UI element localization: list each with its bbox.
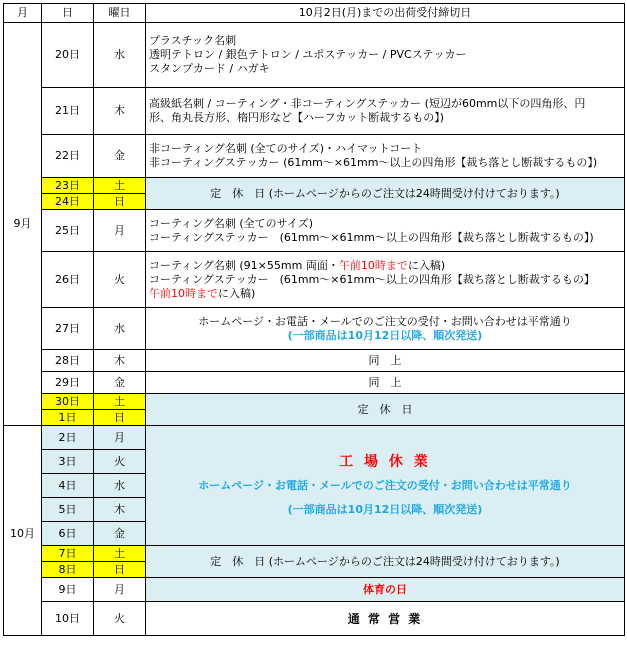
day-cell: 1日: [42, 410, 94, 426]
weekday-cell: 土: [94, 546, 146, 562]
weekday-cell: 火: [94, 450, 146, 474]
table-row: [4, 350, 625, 372]
header-month: 月: [4, 4, 42, 23]
description-cell: [146, 210, 625, 252]
description-line: [149, 259, 621, 273]
text-fragment: コーティング名刺 (91×55mm 両面・: [149, 258, 339, 272]
day-cell: 21日: [42, 88, 94, 135]
weekday-cell: 金: [94, 135, 146, 178]
description-line: 高級紙名刺 / コーティング・非コーティングステッカー (短辺が60mm以下の四角形、円: [149, 97, 586, 110]
day-cell: 8日: [42, 562, 94, 578]
factory-closure-title: 工 場 休 業: [339, 453, 431, 470]
day-cell: 24日: [42, 194, 94, 210]
description-cell: 同 上: [146, 350, 625, 372]
table-row: [4, 578, 625, 602]
description-cell: [146, 135, 625, 178]
weekday-cell: 木: [94, 498, 146, 522]
deadline-time: 午前10時まで: [338, 258, 408, 272]
description-line: ホームページ・お電話・メールでのご注文の受付・お問い合わせは平常通り: [198, 314, 572, 328]
table-row: [4, 88, 625, 135]
weekday-cell: 月: [94, 426, 146, 450]
month-september: 9月: [4, 23, 42, 426]
weekday-cell: 日: [94, 194, 146, 210]
day-cell: 10日: [42, 602, 94, 636]
description-line: 透明テトロン / 銀色テトロン / ユポステッカー / PVCステッカー: [149, 48, 467, 61]
weekday-cell: 月: [94, 578, 146, 602]
description-cell: [146, 88, 625, 135]
holiday-cell: 定 休 日 (ホームページからのご注文は24時間受け付けております。): [146, 546, 625, 578]
deadline-time: 午前10時まで: [149, 286, 218, 300]
weekday-cell: 金: [94, 372, 146, 394]
day-cell: 9日: [42, 578, 94, 602]
weekday-cell: 水: [94, 474, 146, 498]
table-row: [4, 178, 625, 194]
header-weekday: 曜日: [94, 4, 146, 23]
table-row: [4, 210, 625, 252]
weekday-cell: 木: [94, 88, 146, 135]
shipping-note: (一部商品は10月12日以降、順次発送): [287, 502, 483, 516]
day-cell: 3日: [42, 450, 94, 474]
shipping-deadline-table: [3, 3, 625, 636]
table-row: [4, 394, 625, 410]
header-day: 日: [42, 4, 94, 23]
day-cell: 29日: [42, 372, 94, 394]
weekday-cell: 土: [94, 394, 146, 410]
holiday-cell: 定 休 日: [146, 394, 625, 426]
weekday-cell: 水: [94, 308, 146, 350]
table-row: [4, 372, 625, 394]
weekday-cell: 火: [94, 252, 146, 308]
weekday-cell: 月: [94, 210, 146, 252]
day-cell: 22日: [42, 135, 94, 178]
day-cell: 7日: [42, 546, 94, 562]
description-line: 形、角丸長方形、楕円形など【ハーフカット断裁するもの】): [149, 111, 445, 124]
table-row: [4, 308, 625, 350]
text-fragment: に入稿): [218, 286, 256, 300]
description-line: 非コーティング名刺 (全てのサイズ)・ハイマットコート: [149, 142, 423, 155]
description-line: コーティング名刺 (全てのサイズ): [149, 216, 314, 230]
day-cell: 27日: [42, 308, 94, 350]
day-cell: 5日: [42, 498, 94, 522]
day-cell: 26日: [42, 252, 94, 308]
description-line: スタンプカード / ハガキ: [149, 62, 270, 75]
table-row: [4, 546, 625, 562]
description-line: コーティングステッカー (61mm〜×61mm〜以上の四角形【裁ち落とし断裁するもの】: [149, 272, 595, 286]
description-line: コーティングステッカー (61mm〜×61mm〜以上の四角形【裁ち落とし断裁するもの】): [149, 230, 594, 244]
day-cell: 2日: [42, 426, 94, 450]
weekday-cell: 金: [94, 522, 146, 546]
day-cell: 6日: [42, 522, 94, 546]
factory-closure-note: ホームページ・お電話・メールでのご注文の受付・お問い合わせは平常通り: [198, 478, 572, 492]
day-cell: 28日: [42, 350, 94, 372]
table-row: [4, 252, 625, 308]
day-cell: 25日: [42, 210, 94, 252]
table-row: [4, 426, 625, 450]
header-title: 10月2日(月)までの出荷受付締切日: [146, 4, 625, 23]
description-line: [149, 287, 621, 301]
national-holiday-cell: 体育の日: [146, 578, 625, 602]
description-cell: [146, 252, 625, 308]
day-cell: 20日: [42, 23, 94, 88]
weekday-cell: 水: [94, 23, 146, 88]
description-line: プラスチック名刺: [149, 34, 237, 47]
normal-business-cell: 通 常 営 業: [146, 602, 625, 636]
table-row: [4, 135, 625, 178]
day-cell: 23日: [42, 178, 94, 194]
weekday-cell: 火: [94, 602, 146, 636]
description-line: 非コーティングステッカー (61mm〜×61mm〜以上の四角形【裁ち落とし断裁するもの】): [149, 156, 598, 169]
weekday-cell: 土: [94, 178, 146, 194]
description-cell: [146, 23, 625, 88]
month-october: 10月: [4, 426, 42, 636]
weekday-cell: 日: [94, 562, 146, 578]
description-cell: 同 上: [146, 372, 625, 394]
weekday-cell: 日: [94, 410, 146, 426]
holiday-cell: 定 休 日 (ホームページからのご注文は24時間受け付けております。): [146, 178, 625, 210]
shipping-note: (一部商品は10月12日以降、順次発送): [287, 328, 483, 342]
text-fragment: に入稿): [407, 258, 446, 272]
description-cell: [146, 308, 625, 350]
factory-closure-cell: [146, 426, 625, 546]
table-row: [4, 602, 625, 636]
table-row: [4, 23, 625, 88]
weekday-cell: 木: [94, 350, 146, 372]
day-cell: 4日: [42, 474, 94, 498]
header-row: [4, 4, 625, 23]
day-cell: 30日: [42, 394, 94, 410]
